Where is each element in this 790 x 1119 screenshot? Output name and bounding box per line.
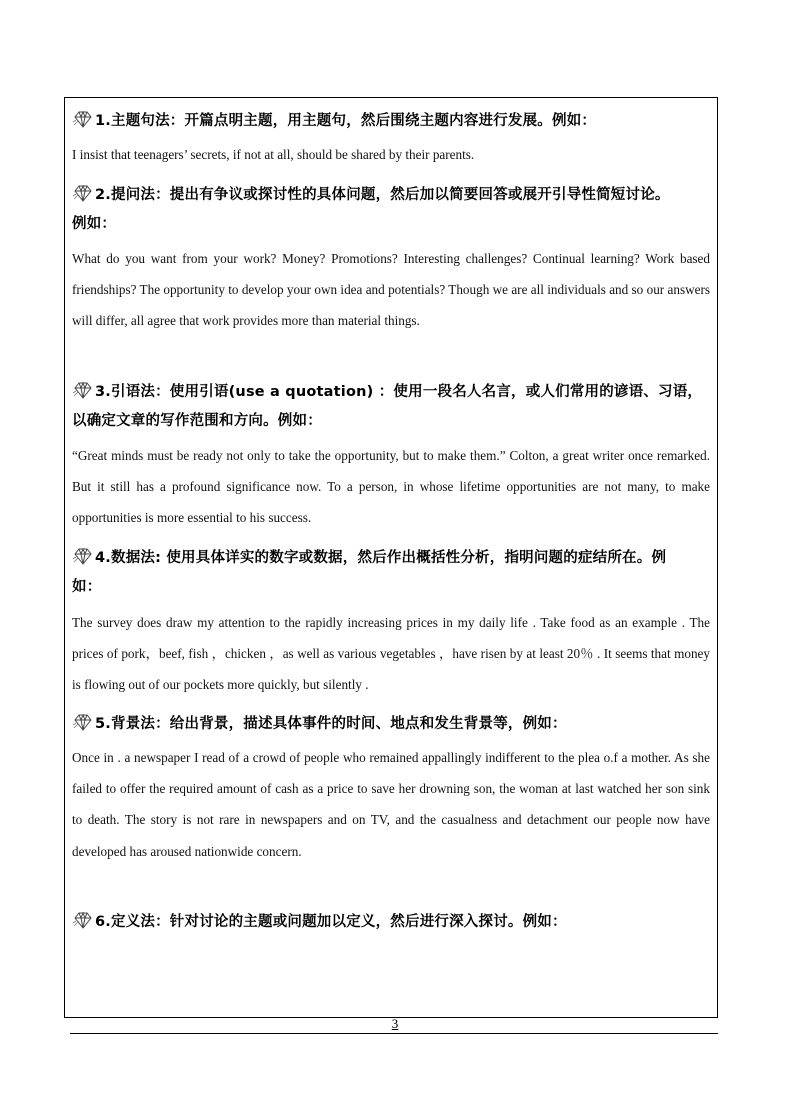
section-heading: 1.主题句法：开篇点明主题，用主题句，然后围绕主题内容进行发展。例如： — [72, 107, 712, 136]
section-heading: 3.引语法：使用引语(use a quotation) ：使用一段名人名言，或人们常用的谚语、习语， 以确定文章的写作范围和方向。例如： — [72, 378, 712, 436]
section-heading: 6.定义法：针对讨论的主题或问题加以定义，然后进行深入探讨。例如： — [72, 908, 712, 937]
diamond-icon — [72, 110, 94, 128]
section-example: Once in . a newspaper I read of a crowd of people who remained appallingly indifferent to the plea o.f a mother. As she failed to offer the required amount of cash as a price to save her drowning son, the woman at last watched her son sink to death. The story is not rare in newspapers and on TV, and the casualness and detachment our people now have developed has aroused nationwide concern. — [72, 750, 710, 859]
diamond-icon — [72, 911, 94, 929]
page-number: 3 — [391, 1016, 399, 1031]
diamond-icon — [72, 713, 94, 731]
diamond-icon — [72, 381, 94, 399]
diamond-icon — [72, 547, 94, 565]
section-example: “Great minds must be ready not only to take the opportunity, but to make them.” Colton, a great writer once remarked. But it still has a profound significance now. To a person, in whose lifetime opportunities are not many, to make opportunities is more essential to his success. — [72, 448, 710, 526]
section-example: The survey does draw my attention to the rapidly increasing prices in my daily life . Take food as an example . The prices of pork，beef, fish ，chicken ，as well as various vegetables ，have risen by at least 20％ . It seems that money is flowing out of our pockets more quickly, but silently . — [72, 615, 710, 693]
footer-divider — [70, 1033, 718, 1034]
diamond-icon — [72, 184, 94, 202]
section-example: I insist that teenagers’ secrets, if not at all, should be shared by their parents. — [72, 147, 475, 162]
section-heading: 2.提问法：提出有争议或探讨性的具体问题，然后加以简要回答或展开引导性简短讨论。 例如： — [72, 181, 712, 239]
section-heading: 4.数据法: 使用具体详实的数字或数据，然后作出概括性分析，指明问题的症结所在。例 如： — [72, 544, 712, 602]
section-example: What do you want from your work? Money? Promotions? Interesting challenges? Continual learning? Work based friendships? The opportunity to develop your own idea and potentials? Though we are all individuals and so our answers will differ, all agree that work provides more than material things. — [72, 251, 710, 329]
section-heading: 5.背景法：给出背景，描述具体事件的时间、地点和发生背景等，例如： — [72, 710, 712, 739]
